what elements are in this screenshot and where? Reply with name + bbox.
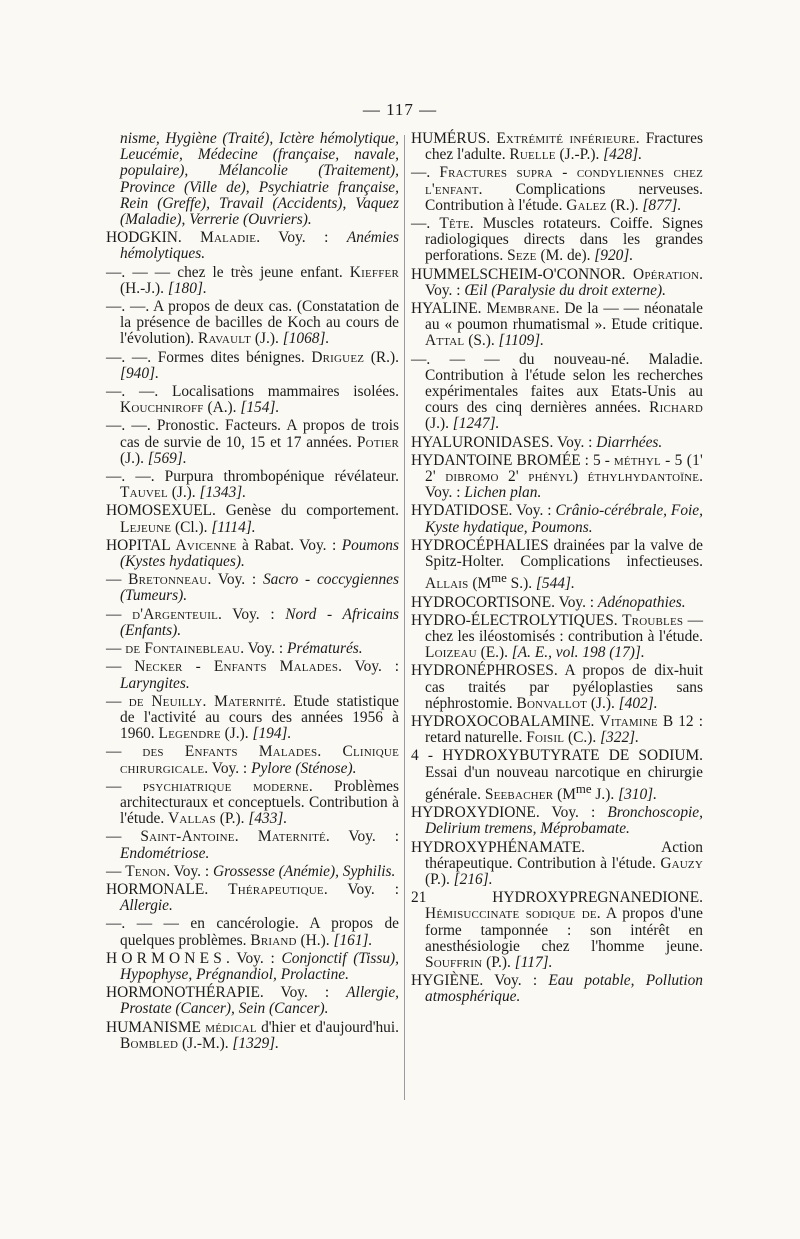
index-entry: —. Fractures supra - condyliennes chez l'enfant. Complications nerveuses. Contribution à l'étude. Galez (R.). [877]. (411, 164, 703, 214)
index-entry: HYDRONÉPHROSES. A propos de dix-huit cas traités par pyéloplasties sans néphrostomie. Bonvallot (J.). [402]. (411, 662, 703, 712)
index-entry: HYDROCÉPHALIES drainées par la valve de Spitz-Holter. Complications infectieuses. Allais ($M^{me}$ S.). [544]. (411, 536, 703, 593)
page-number: — 117 — (362, 100, 438, 119)
index-entry: HUMANISME médical d'hier et d'aujourd'hui. Bombled (J.-M.). [1329]. (106, 1018, 399, 1052)
index-entry: —. — — du nouveau-né. Maladie. Contribution à l'étude selon les recherches expérimentales faites aux Etats-Unis au cours des cinq dernières années. Richard (J.). [1247]. (411, 350, 703, 433)
index-entry: — Necker - Enfants Malades. Voy. : Laryngites. (106, 658, 399, 692)
index-entry: HYDROXOCOBALAMINE. Vitamine B 12 : retard naturelle. Foisil (C.). [322]. (411, 713, 703, 747)
index-entry: — Bretonneau. Voy. : Sacro - coccygiennes (Tumeurs). (106, 571, 399, 605)
right-column (411, 131, 703, 1008)
index-entry: — psychiatrique moderne. Problèmes architecturaux et conceptuels. Contribution à l'étude. Vallas (P.). [433]. (106, 777, 400, 828)
index-entry: HODGKIN. Maladie. Voy. : Anémies hémolytiques. (106, 229, 399, 263)
index-entry: HYDROCORTISONE. Voy. : Adénopathies. (411, 593, 686, 611)
column-divider (404, 135, 405, 1100)
left-column (106, 131, 399, 1054)
index-entry: HYALURONIDASES. Voy. : Diarrhées. (411, 433, 663, 451)
index-entry: —. —. Formes dites bénignes. Driguez (R.). [940]. (106, 348, 399, 382)
index-entry: 21 HYDROXYPREGNANEDIONE. Hémisuccinate sodique de. A propos d'une forme tamponnée : son intérêt en anesthésiologie chez l'homme jeune. Souffrin (P.). [117]. (411, 889, 703, 971)
index-entry: HYDANTOINE BROMÉE : 5 - méthyl - 5 (1' 2' dibromo 2' phényl) éthylhydantoïne. Voy. : Lichen plan. (411, 451, 703, 502)
index-entry: HYGIÈNE. Voy. : Eau potable, Pollution atmosphérique. (411, 972, 703, 1006)
index-entry: —. —. Localisations mammaires isolées. Kouchniroff (A.). [154]. (106, 383, 399, 417)
index-entry: HYDROXYDIONE. Voy. : Bronchoscopie, Delirium tremens, Méprobamate. (411, 804, 703, 838)
index-entry: —. —. Purpura thrombopénique révélateur. Tauvel (J.). [1343]. (106, 468, 399, 502)
index-entry: HYDROXYPHÉNAMATE. Action thérapeutique. Contribution à l'étude. Gauzy (P.). [216]. (411, 838, 703, 888)
index-entry: — des Enfants Malades. Clinique chirurgicale. Voy. : Pylore (Sténose). (106, 743, 399, 777)
index-entry: —. —. Pronostic. Facteurs. A propos de trois cas de survie de 10, 15 et 17 années. Potier (J.). [569]. (106, 417, 399, 467)
index-entry: HOMOSEXUEL. Genèse du comportement. Lejeune (Cl.). [1114]. (106, 502, 399, 536)
index-entry: — Saint-Antoine. Maternité. Voy. : Endométriose. (106, 828, 399, 862)
index-entry: HORMONES. Voy. : Conjonctif (Tissu), Hypophyse, Prégnandiol, Prolactine. (106, 949, 399, 983)
index-entry: HUMÉRUS. Extrémité inférieure. Fractures chez l'adulte. Ruelle (J.-P.). [428]. (411, 130, 704, 164)
index-entry: —. Tête. Muscles rotateurs. Coiffe. Signes radiologiques directs dans les grandes perforations. Seze (M. de). [920]. (411, 215, 703, 265)
index-entry: nisme, Hygiène (Traité), Ictère hémolytique, Leucémie, Médecine (française, navale, populaire), Mélancolie (Traitement), Province (Ville de), Psychiatrie française, Rein (Greffe), Travail (Accidents), Vaquez (Maladie), Verrerie (Ouvriers). (120, 130, 399, 229)
index-entry: —. — — chez le très jeune enfant. Kieffer (H.-J.). [180]. (106, 263, 399, 297)
index-entry: HORMONALE. Thérapeutique. Voy. : Allergie. (106, 880, 399, 915)
index-entry: 4 - HYDROXYBUTYRATE DE SODIUM. Essai d'un nouveau narcotique en chirurgie générale. Seebacher ($M^{me}$ J.). [310]. (411, 747, 703, 803)
index-entry: — de Neuilly. Maternité. Etude statistique de l'activité au cours des années 1956 à 1960. Legendre (J.). [194]. (106, 692, 399, 743)
index-entry: HYDRO-ÉLECTROLYTIQUES. Troubles — chez les iléostomisés : contribution à l'étude. Loizeau (E.). [A. E., vol. 198 (17)]. (411, 611, 703, 662)
index-entry: —. —. A propos de deux cas. (Constatation de la présence de bacilles de Koch au cours de l'évolution). Ravault (J.). [1068]. (106, 298, 399, 348)
index-entry: HORMONOTHÉRAPIE. Voy. : Allergie, Prostate (Cancer), Sein (Cancer). (106, 984, 399, 1018)
index-entry: HYALINE. Membrane. De la — — néonatale au « poumon rhumatismal ». Etude critique. Attal (S.). [1109]. (411, 300, 703, 350)
index-entry: HUMMELSCHEIM-O'CONNOR. Opération. Voy. : Œil (Paralysie du droit externe). (411, 265, 703, 299)
index-entry: — d'Argenteuil. Voy. : Nord - Africains (Enfants). (106, 605, 399, 639)
index-entry: —. — — en cancérologie. A propos de quelques problèmes. Briand (H.). [161]. (106, 915, 399, 949)
index-entry: HYDATIDOSE. Voy. : Crânio-cérébrale, Foie, Kyste hydatique, Poumons. (411, 502, 703, 536)
index-entry: — Tenon. Voy. : Grossesse (Anémie), Syphilis. (106, 862, 396, 880)
index-entry: — de Fontainebleau. Voy. : Prématurés. (106, 640, 363, 658)
index-entry: HOPITAL Avicenne à Rabat. Voy. : Poumons (Kystes hydatiques). (106, 536, 399, 571)
